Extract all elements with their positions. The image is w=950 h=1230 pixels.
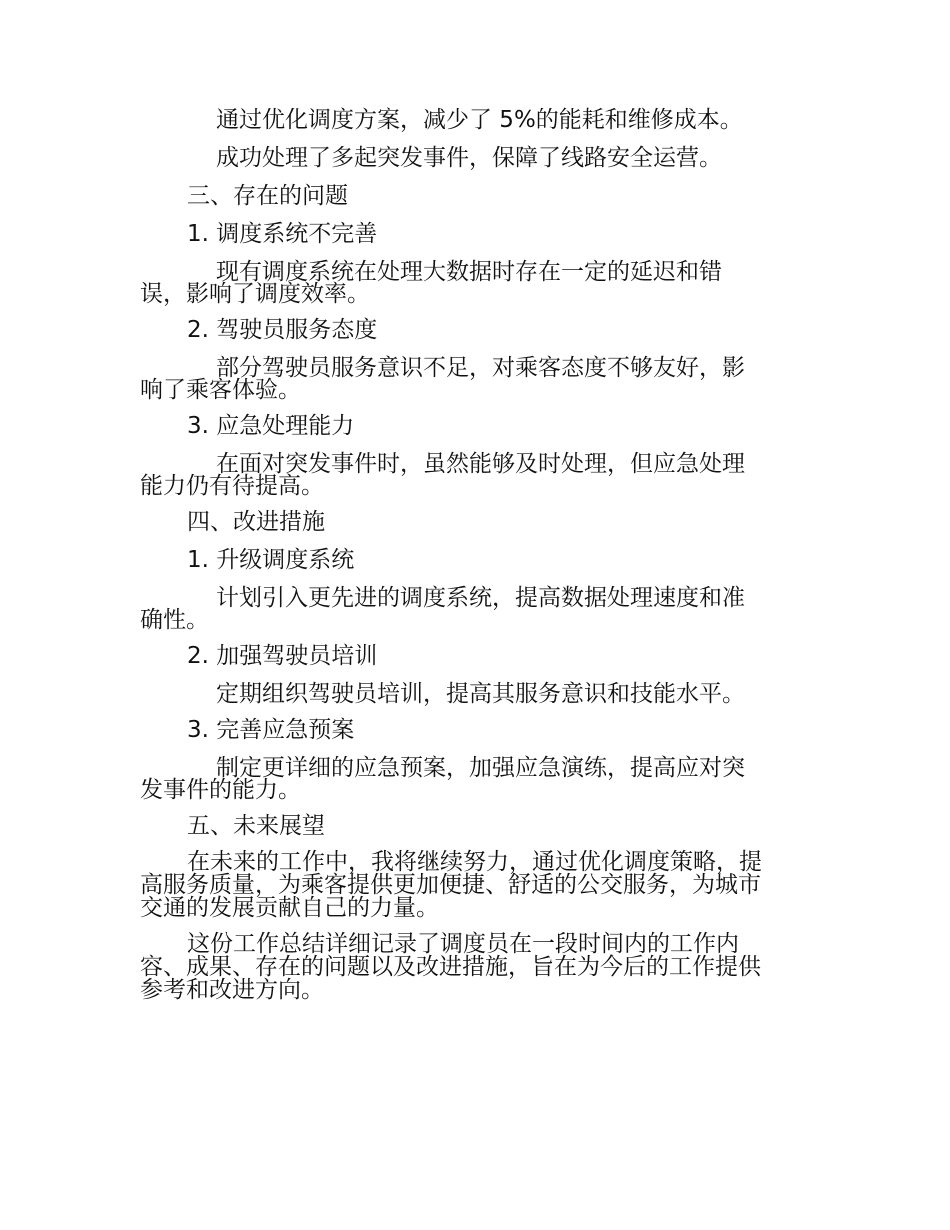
subsection-heading: 1. 调度系统不完善 bbox=[187, 221, 378, 247]
text-line: 高服务质量，为乘客提供更加便捷、舒适的公交服务，为城市 bbox=[140, 872, 761, 898]
section-heading: 三、存在的问题 bbox=[187, 183, 348, 209]
text-line: 响了乘客体验。 bbox=[140, 377, 301, 403]
text-line: 通过优化调度方案，减少了 5%的能耗和维修成本。 bbox=[216, 107, 743, 133]
subsection-heading: 1. 升级调度系统 bbox=[187, 547, 355, 573]
text-line: 交通的发展贡献自己的力量。 bbox=[140, 895, 439, 921]
text-line: 在面对突发事件时，虽然能够及时处理，但应急处理 bbox=[216, 451, 745, 477]
text-line: 能力仍有待提高。 bbox=[140, 473, 324, 499]
text-line: 制定更详细的应急预案，加强应急演练，提高应对突 bbox=[216, 755, 745, 781]
subsection-heading: 2. 加强驾驶员培训 bbox=[187, 643, 378, 669]
text-line: 容、成果、存在的问题以及改进措施，旨在为今后的工作提供 bbox=[140, 954, 761, 980]
text-line: 现有调度系统在处理大数据时存在一定的延迟和错 bbox=[216, 259, 722, 285]
subsection-heading: 3. 应急处理能力 bbox=[187, 413, 355, 439]
text-line: 误，影响了调度效率。 bbox=[140, 281, 370, 307]
text-line: 确性。 bbox=[140, 607, 209, 633]
section-heading: 四、改进措施 bbox=[187, 509, 325, 535]
text-line: 发事件的能力。 bbox=[140, 777, 301, 803]
text-line: 计划引入更先进的调度系统，提高数据处理速度和准 bbox=[216, 585, 745, 611]
text-line: 成功处理了多起突发事件，保障了线路安全运营。 bbox=[216, 145, 722, 171]
text-line: 这份工作总结详细记录了调度员在一段时间内的工作内 bbox=[187, 931, 739, 957]
section-heading: 五、未来展望 bbox=[187, 813, 325, 839]
text-line: 参考和改进方向。 bbox=[140, 977, 324, 1003]
subsection-heading: 2. 驾驶员服务态度 bbox=[187, 317, 378, 343]
subsection-heading: 3. 完善应急预案 bbox=[187, 717, 355, 743]
text-line: 在未来的工作中，我将继续努力，通过优化调度策略，提 bbox=[187, 849, 762, 875]
text-line: 定期组织驾驶员培训，提高其服务意识和技能水平。 bbox=[216, 681, 745, 707]
text-line: 部分驾驶员服务意识不足，对乘客态度不够友好，影 bbox=[216, 355, 745, 381]
